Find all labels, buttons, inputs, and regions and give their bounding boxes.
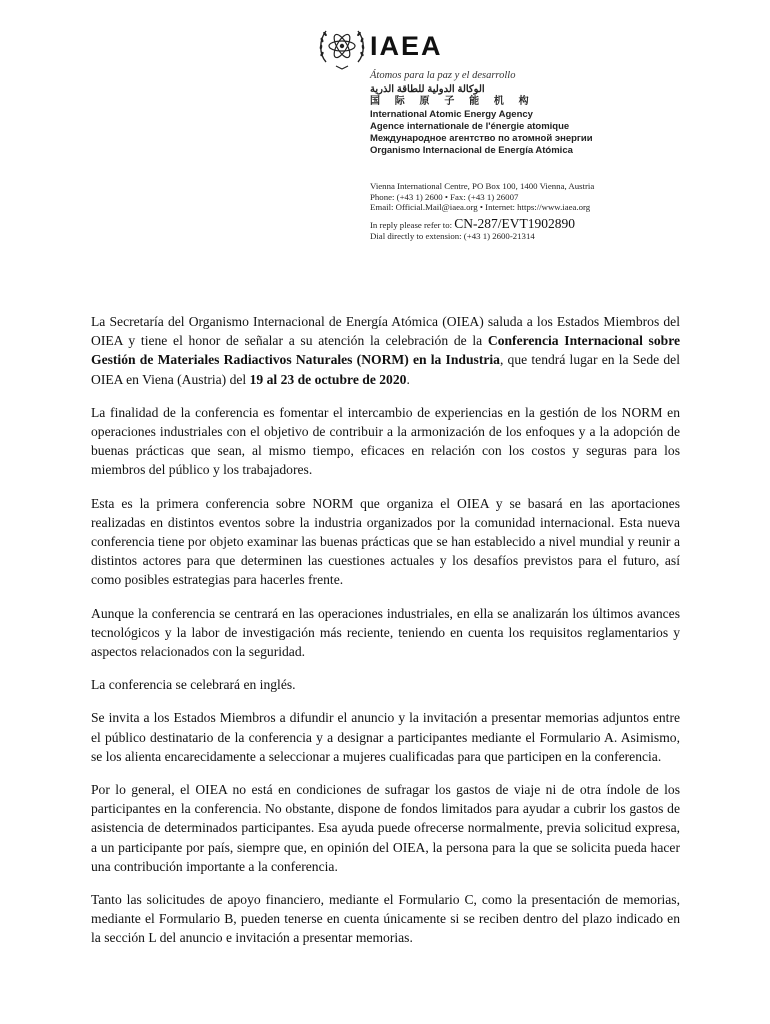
agency-name-russian: Международное агентство по атомной энергии bbox=[370, 133, 593, 145]
paragraph-5: La conferencia se celebrará en inglés. bbox=[91, 677, 296, 693]
agency-names bbox=[370, 84, 593, 158]
paragraph-7: Por lo general, el OIEA no está en condiciones de sufragar los gastos de viaje ni de otra índole de los participantes en la conferencia. No obstante, dispone de fondos limitados para ayudar a cubrir los gastos de asistencia de determinados participantes. Esa ayuda puede ofrecerse normalmente, previa solicitud expresa, a un participante por país, siempre que, en opinión del OIEA, la persona para la que se solicita pueda hacer una contribución importante a la conferencia. bbox=[91, 782, 680, 874]
reply-reference-block bbox=[370, 218, 575, 242]
paragraph-4: Aunque la conferencia se centrará en las operaciones industriales, en ella se analizarán los últimos avances tecnológicos y la labor de investigación más reciente, teniendo en cuenta los requisitos reglamentarios y aspectos relacionados con la seguridad. bbox=[91, 605, 680, 660]
paragraph-1-text-a: La Secretaría del Organismo Internacional de Energía Atómica (OIEA) saluda a los Estados Miembros del OIEA y tiene el honor de señalar a su atención la celebración de la bbox=[91, 314, 680, 349]
paragraph-3: Esta es la primera conferencia sobre NORM que organiza el OIEA y se basará en las aportaciones realizadas en distintos eventos sobre la industria organizados por la comunidad internacional. Esta nueva conferencia tiene por objeto examinar las buenas prácticas que se han establecido a nivel mundial y reunir a distintos actores para que determinen las cuestiones actuales y los desafíos previstos para el futuro, así como posibles estrategias para hacerles frente. bbox=[91, 495, 680, 588]
motto: Átomos para la paz y el desarrollo bbox=[370, 70, 516, 81]
conference-dates: 19 al 23 de octubre de 2020 bbox=[249, 371, 407, 387]
phone-fax: Phone: (+43 1) 2600 • Fax: (+43 1) 26007 bbox=[370, 191, 519, 202]
reply-prefix: In reply please refer to: bbox=[370, 220, 453, 230]
agency-name-arabic: الوكالة الدولية للطاقة الذرية bbox=[370, 84, 485, 95]
reference-code: CN-287/EVT1902890 bbox=[454, 216, 576, 231]
address: Vienna International Centre, PO Box 100, 1400 Vienna, Austria bbox=[370, 181, 595, 191]
paragraph-1-text-c: , que tendrá lugar en la Sede del OIEA en Viena (Austria) del bbox=[91, 352, 680, 387]
agency-name-english: International Atomic Energy Agency bbox=[370, 108, 533, 120]
extension: Dial directly to extension: (+43 1) 2600-21314 bbox=[370, 231, 535, 241]
paragraph-6: Se invita a los Estados Miembros a difundir el anuncio y la invitación a presentar memorias adjuntos entre el público destinatario de la conferencia y a designar a participantes mediante el Formulario A. Asimismo, se los alienta encarecidamente a seleccionar a mujeres cualificadas para que participen en la conferencia. bbox=[91, 710, 680, 764]
paragraph-1-text-e: . bbox=[406, 371, 410, 387]
conference-title: Conferencia Internacional sobre Gestión de Materiales Radiactivos Naturales (NORM) en la Industria bbox=[91, 333, 681, 368]
iaea-atom-laurel-icon bbox=[316, 22, 368, 72]
agency-name-chinese: 国 际 原 子 能 机 构 bbox=[370, 96, 535, 108]
letter-body bbox=[91, 312, 680, 962]
agency-name-spanish: Organismo Internacional de Energía Atómica bbox=[370, 145, 573, 157]
agency-name-french: Agence internationale de l'énergie atomique bbox=[370, 120, 570, 132]
iaea-logo-text: IAEA bbox=[370, 31, 443, 61]
letterhead bbox=[0, 0, 770, 270]
paragraph-2: La finalidad de la conferencia es fomentar el intercambio de experiencias en la gestión de los NORM en operaciones industriales con el objetivo de contribuir a la armonización de los enfoques y a la adopción de buenas prácticas que sean, al mismo tiempo, eficaces en relación con los costos y seguras para los miembros del público y los trabajadores. bbox=[91, 404, 680, 478]
email-internet: Email: Official.Mail@iaea.org • Internet: https://www.iaea.org bbox=[370, 202, 591, 213]
paragraph-8: Tanto las solicitudes de apoyo financiero, mediante el Formulario C, como la presentación de memorias, mediante el Formulario B, pueden tenerse en cuenta únicamente si se reciben dentro del plazo indicado en la sección L del anuncio e invitación a presentar memorias. bbox=[91, 892, 680, 946]
paragraph-1 bbox=[91, 312, 680, 389]
contact-block bbox=[370, 181, 594, 213]
